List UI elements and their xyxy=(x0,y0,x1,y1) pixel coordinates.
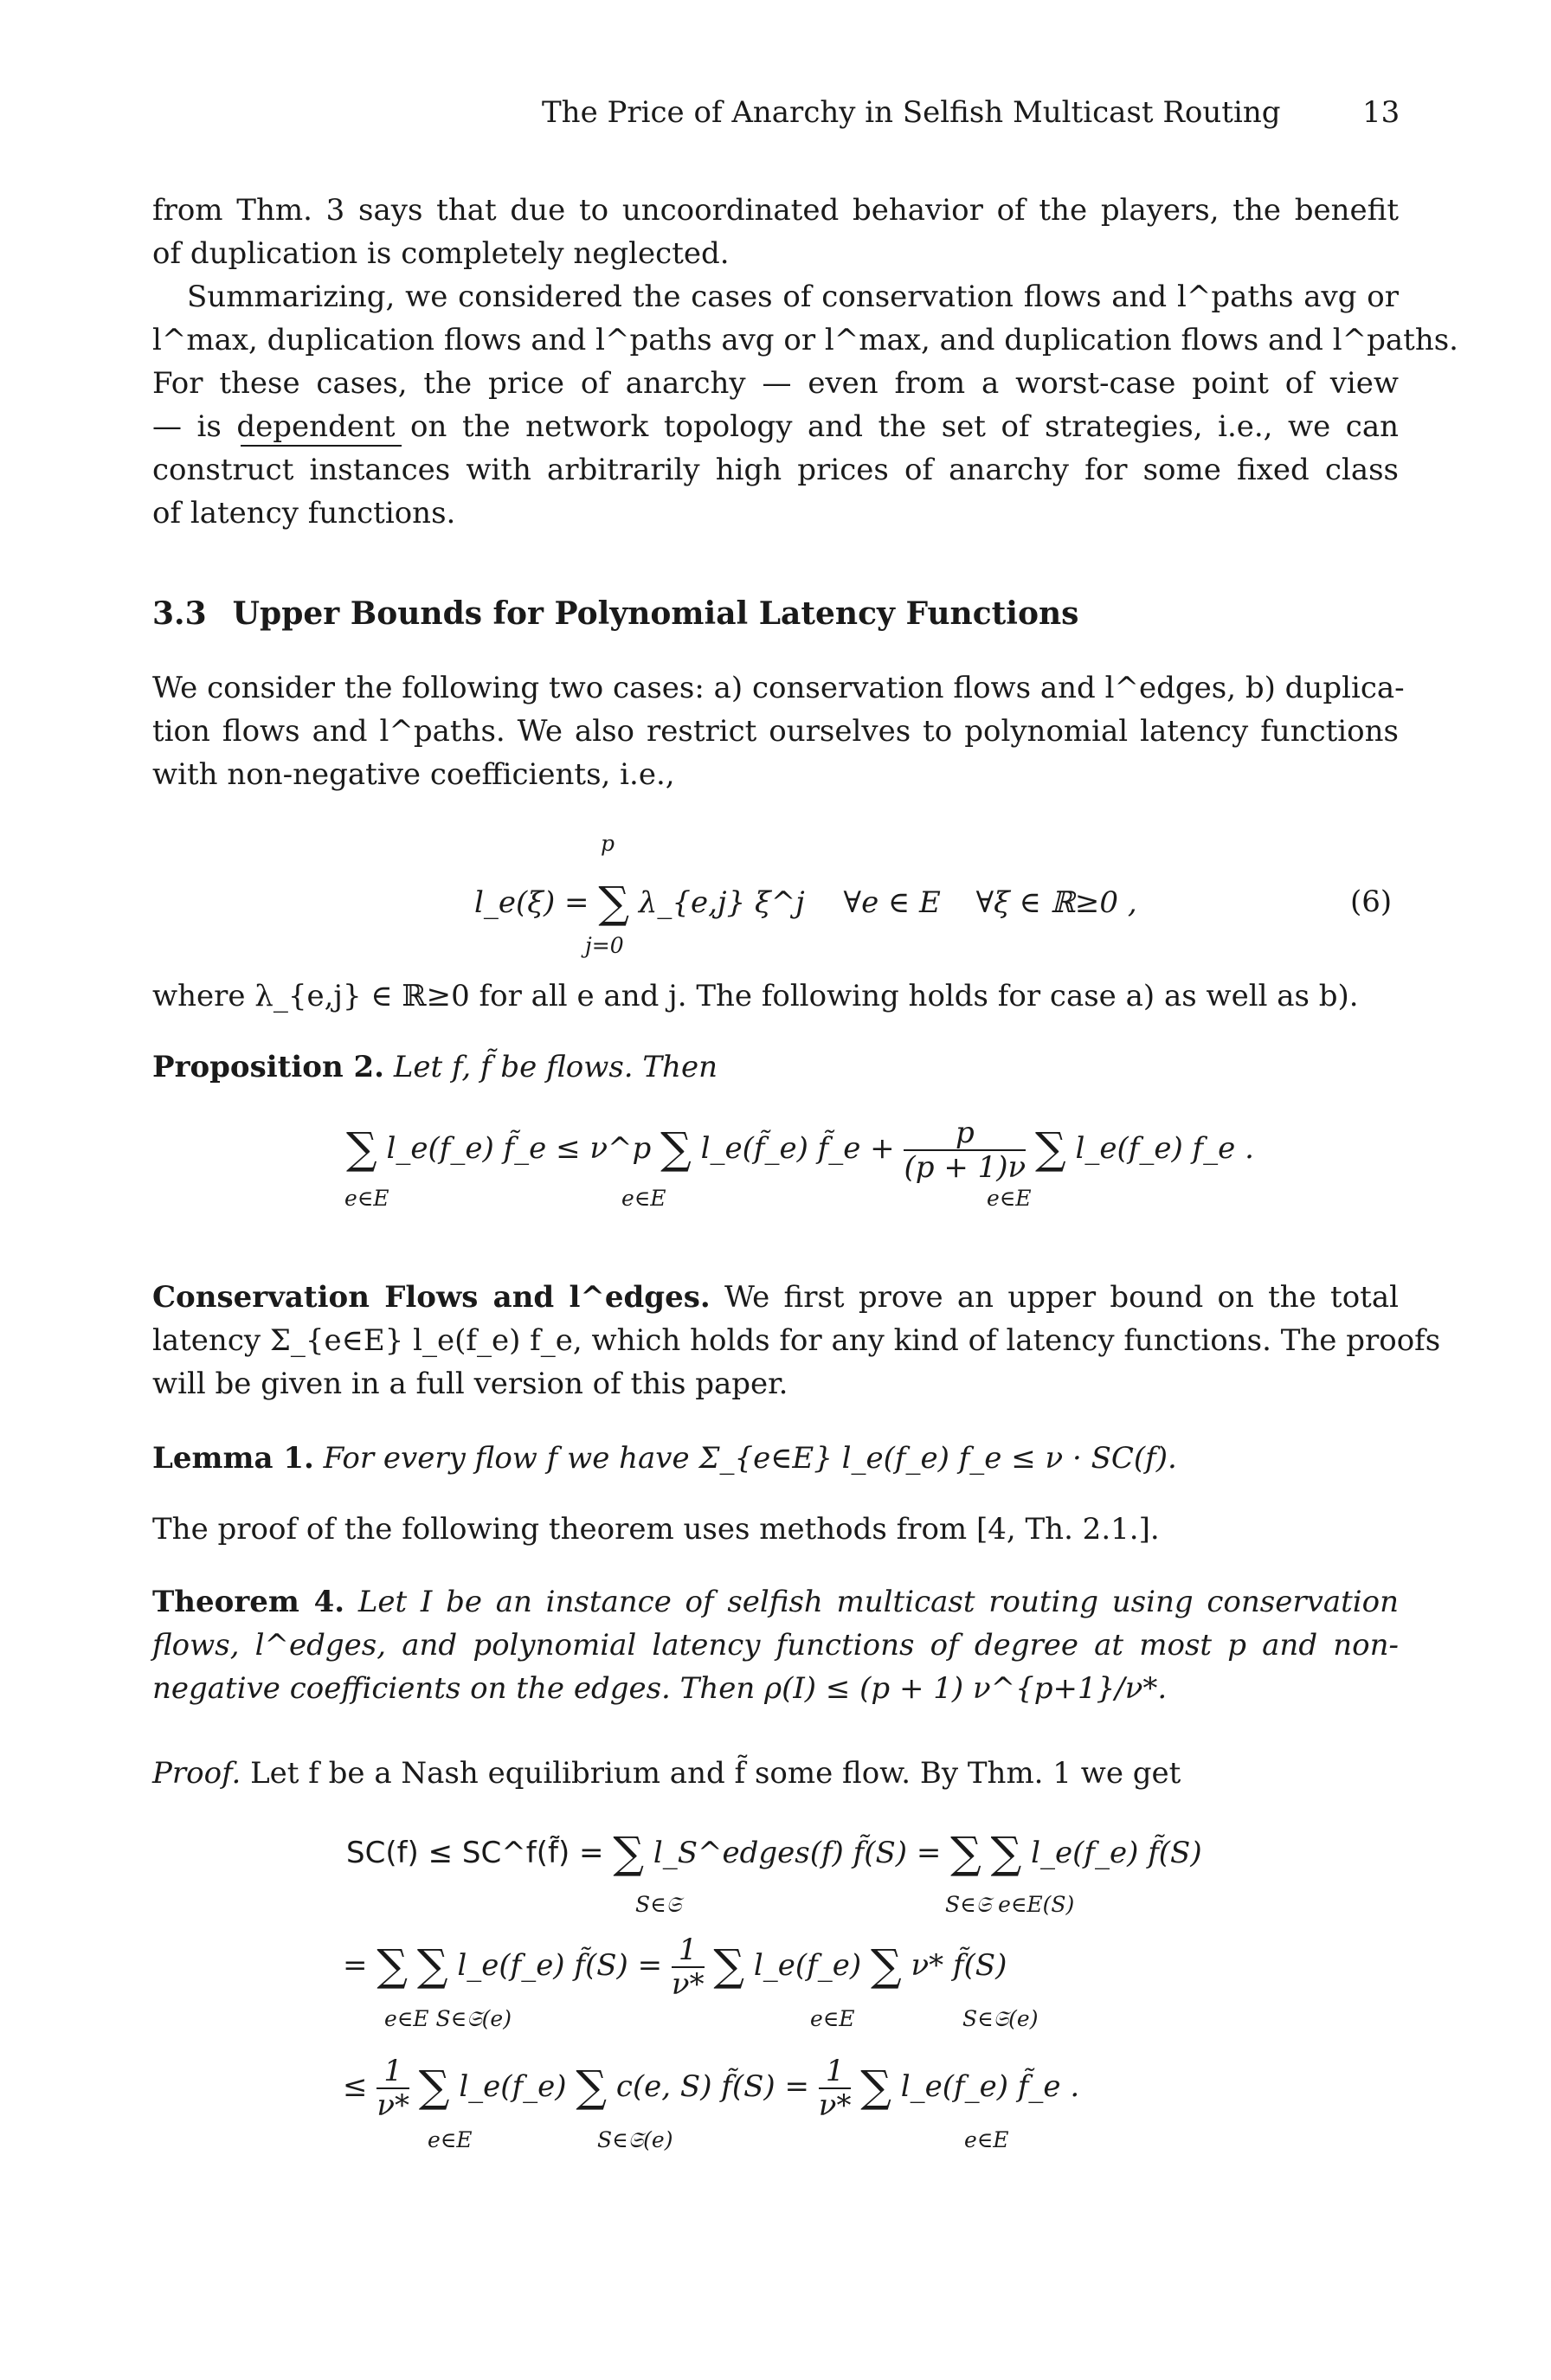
row3-latency: l_e(f_e) xyxy=(459,2069,567,2104)
summation-symbol: ∑ xyxy=(598,878,630,928)
text-line: — is dependent on the network topology and the set of strategies, i.e., we can xyxy=(152,409,1399,444)
row1-mid: l_S^edges(f) f̃(S) = xyxy=(653,1836,942,1870)
summation-symbol: ∑ xyxy=(660,1123,692,1174)
fraction-denominator: ν* xyxy=(376,2088,409,2123)
conservation-heading: Conservation Flows and l^edges. xyxy=(152,1280,711,1315)
text-line: of latency functions. xyxy=(152,496,456,531)
theorem-4-line: flows, l^edges, and polynomial latency functions of degree at most p and non- xyxy=(152,1628,1399,1663)
text-line: with non-negative coefficients, i.e., xyxy=(152,757,675,792)
text-line: Summarizing, we considered the cases of conservation flows and l^paths avg or xyxy=(187,280,1399,314)
sum-index: S∈𝔖(e) xyxy=(962,2006,1039,2031)
summation-symbol: ∑ xyxy=(416,1940,448,1991)
lemma-1 xyxy=(152,1437,1177,1480)
proposition-2 xyxy=(152,1045,718,1089)
proposition-equation xyxy=(346,1116,1254,1184)
fraction-numerator: 1 xyxy=(376,2055,409,2089)
sum-index: e∈E S∈𝔖(e) xyxy=(384,2006,512,2031)
summation-symbol: ∑ xyxy=(713,1940,745,1991)
row1-lhs: SC(f) ≤ SC^f(f̃) = xyxy=(346,1836,604,1870)
text-line: For these cases, the price of anarchy — even from a worst-case point of view xyxy=(152,366,1399,401)
summation-symbol: ∑ xyxy=(576,2062,608,2112)
prop-term-3: l_e(f_e) f_e . xyxy=(1075,1131,1254,1166)
row1-rhs: l_e(f_e) f̃(S) xyxy=(1031,1836,1202,1870)
proof-equation-row-1 xyxy=(346,1828,1202,1878)
theorem-label: Theorem 4. xyxy=(152,1585,345,1619)
section-title: Upper Bounds for Polynomial Latency Functions xyxy=(232,595,1079,632)
summation-symbol: ∑ xyxy=(860,2062,891,2112)
text-line: of duplication is completely neglected. xyxy=(152,236,730,271)
section-number: 3.3 xyxy=(152,595,207,632)
eq6-quantifier-e: ∀e ∈ E xyxy=(843,885,941,920)
fraction-denominator: (p + 1)ν xyxy=(904,1150,1026,1185)
fraction-denominator: ν* xyxy=(671,1967,705,2002)
theorem-4-line: negative coefficients on the edges. Then ρ(I) ≤ (p + 1) ν^{p+1}/ν*. xyxy=(152,1671,1168,1706)
text-line: from Thm. 3 says that due to uncoordinated behavior of the players, the benefit xyxy=(152,193,1399,228)
sum-index: e∈E xyxy=(428,2127,473,2152)
conservation-text: We first prove an upper bound on the total xyxy=(724,1280,1399,1315)
text-line xyxy=(152,1276,1399,1319)
text-line: latency Σ_{e∈E} l_e(f_e) f_e, which holds for any kind of latency functions. The proofs xyxy=(152,1323,1441,1358)
eq6-lhs: l_e(ξ) = xyxy=(474,885,589,920)
sum-index: S∈𝔖 e∈E(S) xyxy=(945,1892,1075,1917)
row3-fraction-2 xyxy=(819,2055,852,2122)
text-line: l^max, duplication flows and l^paths avg or l^max, and duplication flows and l^paths. xyxy=(152,323,1458,357)
summation-symbol: ∑ xyxy=(613,1828,645,1878)
prop-term-2: l_e(f̃_e) f̃_e + xyxy=(700,1131,895,1166)
summation-symbol: ∑ xyxy=(376,1940,409,1991)
row2-term: l_e(f_e) f̃(S) = xyxy=(457,1948,663,1983)
row3-rhs: l_e(f_e) f̃_e . xyxy=(900,2069,1080,2104)
fraction-numerator: 1 xyxy=(672,1933,705,1968)
proof-label: Proof. xyxy=(152,1756,241,1791)
equation-number: (6) xyxy=(1350,884,1393,919)
eq6-sum-lower: j=0 xyxy=(585,933,624,958)
underline-mark xyxy=(241,445,402,447)
text-line: will be given in a full version of this paper. xyxy=(152,1367,788,1401)
lemma-text: For every flow f we have Σ_{e∈E} l_e(f_e) f_e ≤ ν · SC(f). xyxy=(323,1441,1177,1476)
eq6-sum-upper: p xyxy=(601,831,615,856)
equation-6 xyxy=(474,878,1137,928)
sum-index: e∈E xyxy=(621,1186,666,1211)
row2-eq: = xyxy=(343,1948,368,1983)
summation-symbol: ∑ xyxy=(950,1828,981,1878)
running-header-title: The Price of Anarchy in Selfish Multicast Routing xyxy=(542,95,1281,130)
sum-index: e∈E xyxy=(810,2006,855,2031)
prop-term-1: l_e(f_e) f̃_e ≤ ν^p xyxy=(386,1131,652,1166)
prop-fraction xyxy=(904,1116,1026,1184)
text-line: We consider the following two cases: a) conservation flows and l^edges, b) duplica- xyxy=(152,671,1405,705)
summation-symbol: ∑ xyxy=(990,1828,1022,1878)
summation-symbol: ∑ xyxy=(346,1123,377,1174)
sum-index: S∈𝔖 xyxy=(635,1892,682,1917)
eq6-quantifier-xi: ∀ξ ∈ ℝ≥0 , xyxy=(975,885,1137,920)
fraction-denominator: ν* xyxy=(818,2088,852,2123)
text-line: where λ_{e,j} ∈ ℝ≥0 for all e and j. The following holds for case a) as well as b). xyxy=(152,979,1359,1013)
proof-equation-row-3 xyxy=(343,2055,1079,2122)
sum-index: e∈E xyxy=(987,1186,1032,1211)
text-line: The proof of the following theorem uses methods from [4, Th. 2.1.]. xyxy=(152,1512,1160,1547)
text-line: tion flows and l^paths. We also restrict ourselves to polynomial latency functions xyxy=(152,714,1399,749)
proposition-text: Let f, f̃ be flows. Then xyxy=(393,1050,718,1084)
proof-line xyxy=(152,1752,1181,1795)
row2-fraction xyxy=(672,1933,705,2001)
section-heading xyxy=(152,595,1078,632)
summation-symbol: ∑ xyxy=(418,2062,450,2112)
summation-symbol: ∑ xyxy=(1035,1123,1066,1174)
fraction-numerator: 1 xyxy=(819,2055,852,2089)
sum-index: S∈𝔖(e) xyxy=(597,2127,673,2152)
row3-cost: c(e, S) f̃(S) = xyxy=(615,2069,809,2104)
row3-fraction xyxy=(376,2055,409,2122)
summation-symbol: ∑ xyxy=(870,1940,902,1991)
row2-latency: l_e(f_e) xyxy=(753,1948,862,1983)
row2-rhs: ν* f̃(S) xyxy=(911,1948,1007,1983)
theorem-text: Let I be an instance of selfish multicast routing using conservation xyxy=(357,1585,1399,1619)
fraction-numerator: p xyxy=(904,1116,1026,1151)
text-line: construct instances with arbitrarily high prices of anarchy for some fixed class xyxy=(152,453,1399,487)
row3-leq: ≤ xyxy=(343,2069,368,2104)
proof-text: Let f be a Nash equilibrium and f̃ some flow. By Thm. 1 we get xyxy=(250,1756,1181,1791)
eq6-term: λ_{e,j} ξ^j xyxy=(638,885,805,920)
proof-equation-row-2 xyxy=(343,1933,1007,2001)
sum-index: e∈E xyxy=(964,2127,1009,2152)
sum-index: e∈E xyxy=(344,1186,389,1211)
lemma-label: Lemma 1. xyxy=(152,1441,314,1476)
page-number: 13 xyxy=(1362,95,1400,130)
theorem-4-line xyxy=(152,1580,1399,1624)
proposition-label: Proposition 2. xyxy=(152,1050,385,1084)
